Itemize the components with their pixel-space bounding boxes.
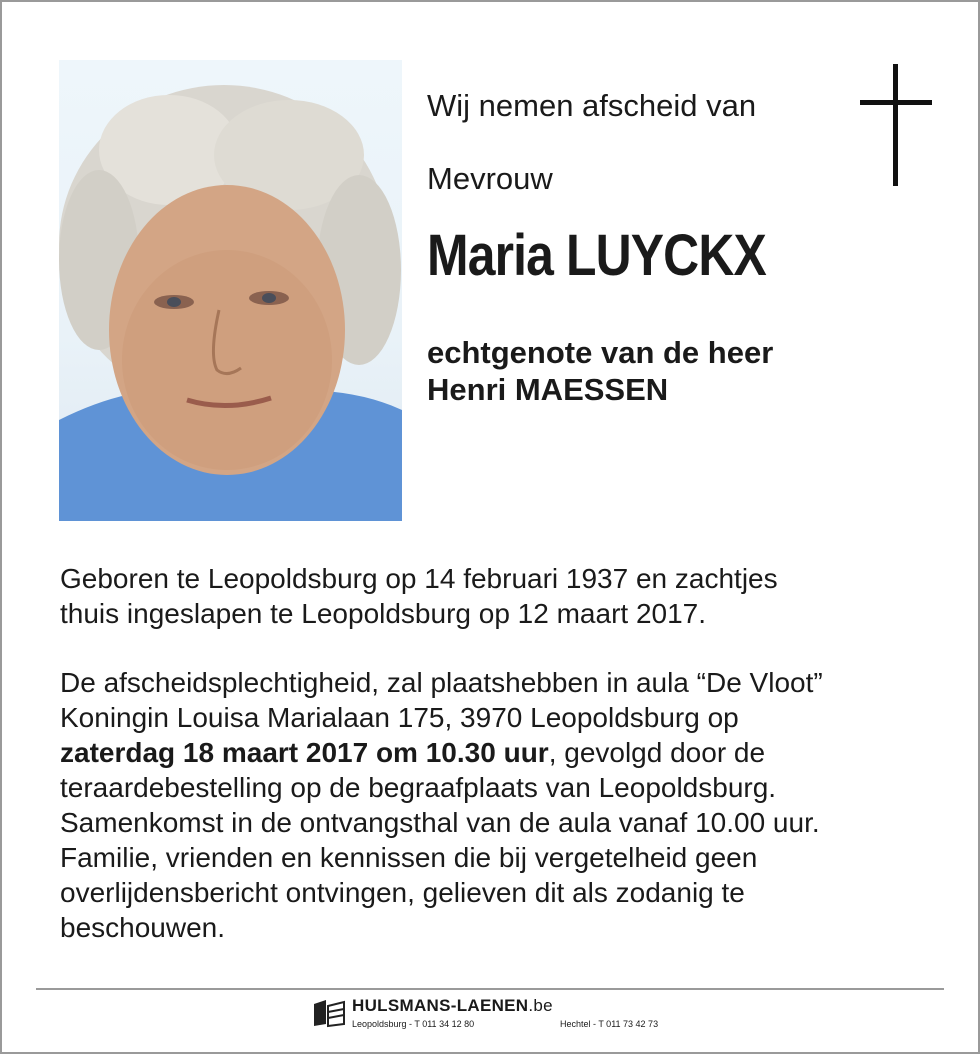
paragraph-line: thuis ingeslapen te Leopoldsburg op 12 maart 2017. bbox=[60, 598, 707, 629]
contact-hechtel: Hechtel - T 011 73 42 73 bbox=[560, 1019, 659, 1029]
brand-text: HULSMANS-LAENEN bbox=[352, 996, 529, 1015]
portrait-illustration bbox=[59, 60, 402, 521]
contact-leopoldsburg: Leopoldsburg - T 011 34 12 80 bbox=[352, 1019, 475, 1029]
brand-name[interactable] bbox=[352, 996, 553, 1016]
portrait-photo bbox=[59, 60, 402, 521]
paragraph-line: beschouwen. bbox=[60, 912, 226, 943]
intro-text: Wij nemen afscheid van bbox=[427, 88, 757, 123]
salutation: Mevrouw bbox=[427, 161, 553, 196]
paragraph-line: Familie, vrienden en kennissen die bij vergetelheid geen bbox=[60, 842, 758, 873]
cross-icon bbox=[860, 64, 932, 186]
paragraph-line: De afscheidsplechtigheid, zal plaatshebben in aula “De Vloot” bbox=[60, 667, 823, 698]
funeral-home-logo-icon bbox=[312, 998, 346, 1028]
paragraph-line: Geboren te Leopoldsburg op 14 februari 1937 en zachtjes bbox=[60, 563, 778, 594]
deceased-name: Maria LUYCKX bbox=[427, 223, 766, 288]
footer bbox=[312, 996, 712, 1036]
spouse-info bbox=[427, 334, 773, 408]
paragraph-line: teraardebestelling op de begraafplaats van Leopoldsburg. bbox=[60, 772, 777, 803]
brand-tld: .be bbox=[528, 996, 553, 1015]
paragraph-line: Samenkomst in de ontvangsthal van de aula vanaf 10.00 uur. bbox=[60, 807, 820, 838]
footer-divider bbox=[36, 988, 944, 990]
birth-death-paragraph bbox=[60, 561, 920, 631]
ceremony-paragraph bbox=[60, 665, 920, 945]
paragraph-line: Koningin Louisa Marialaan 175, 3970 Leopoldsburg op bbox=[60, 702, 739, 733]
ceremony-datetime: zaterdag 18 maart 2017 om 10.30 uur bbox=[60, 737, 549, 768]
paragraph-line bbox=[60, 735, 920, 770]
paragraph-line-rest: , gevolgd door de bbox=[548, 737, 766, 768]
paragraph-line: overlijdensbericht ontvingen, gelieven dit als zodanig te bbox=[60, 877, 745, 908]
spouse-line-2: Henri MAESSEN bbox=[427, 372, 669, 407]
spouse-line-1: echtgenote van de heer bbox=[427, 335, 774, 370]
